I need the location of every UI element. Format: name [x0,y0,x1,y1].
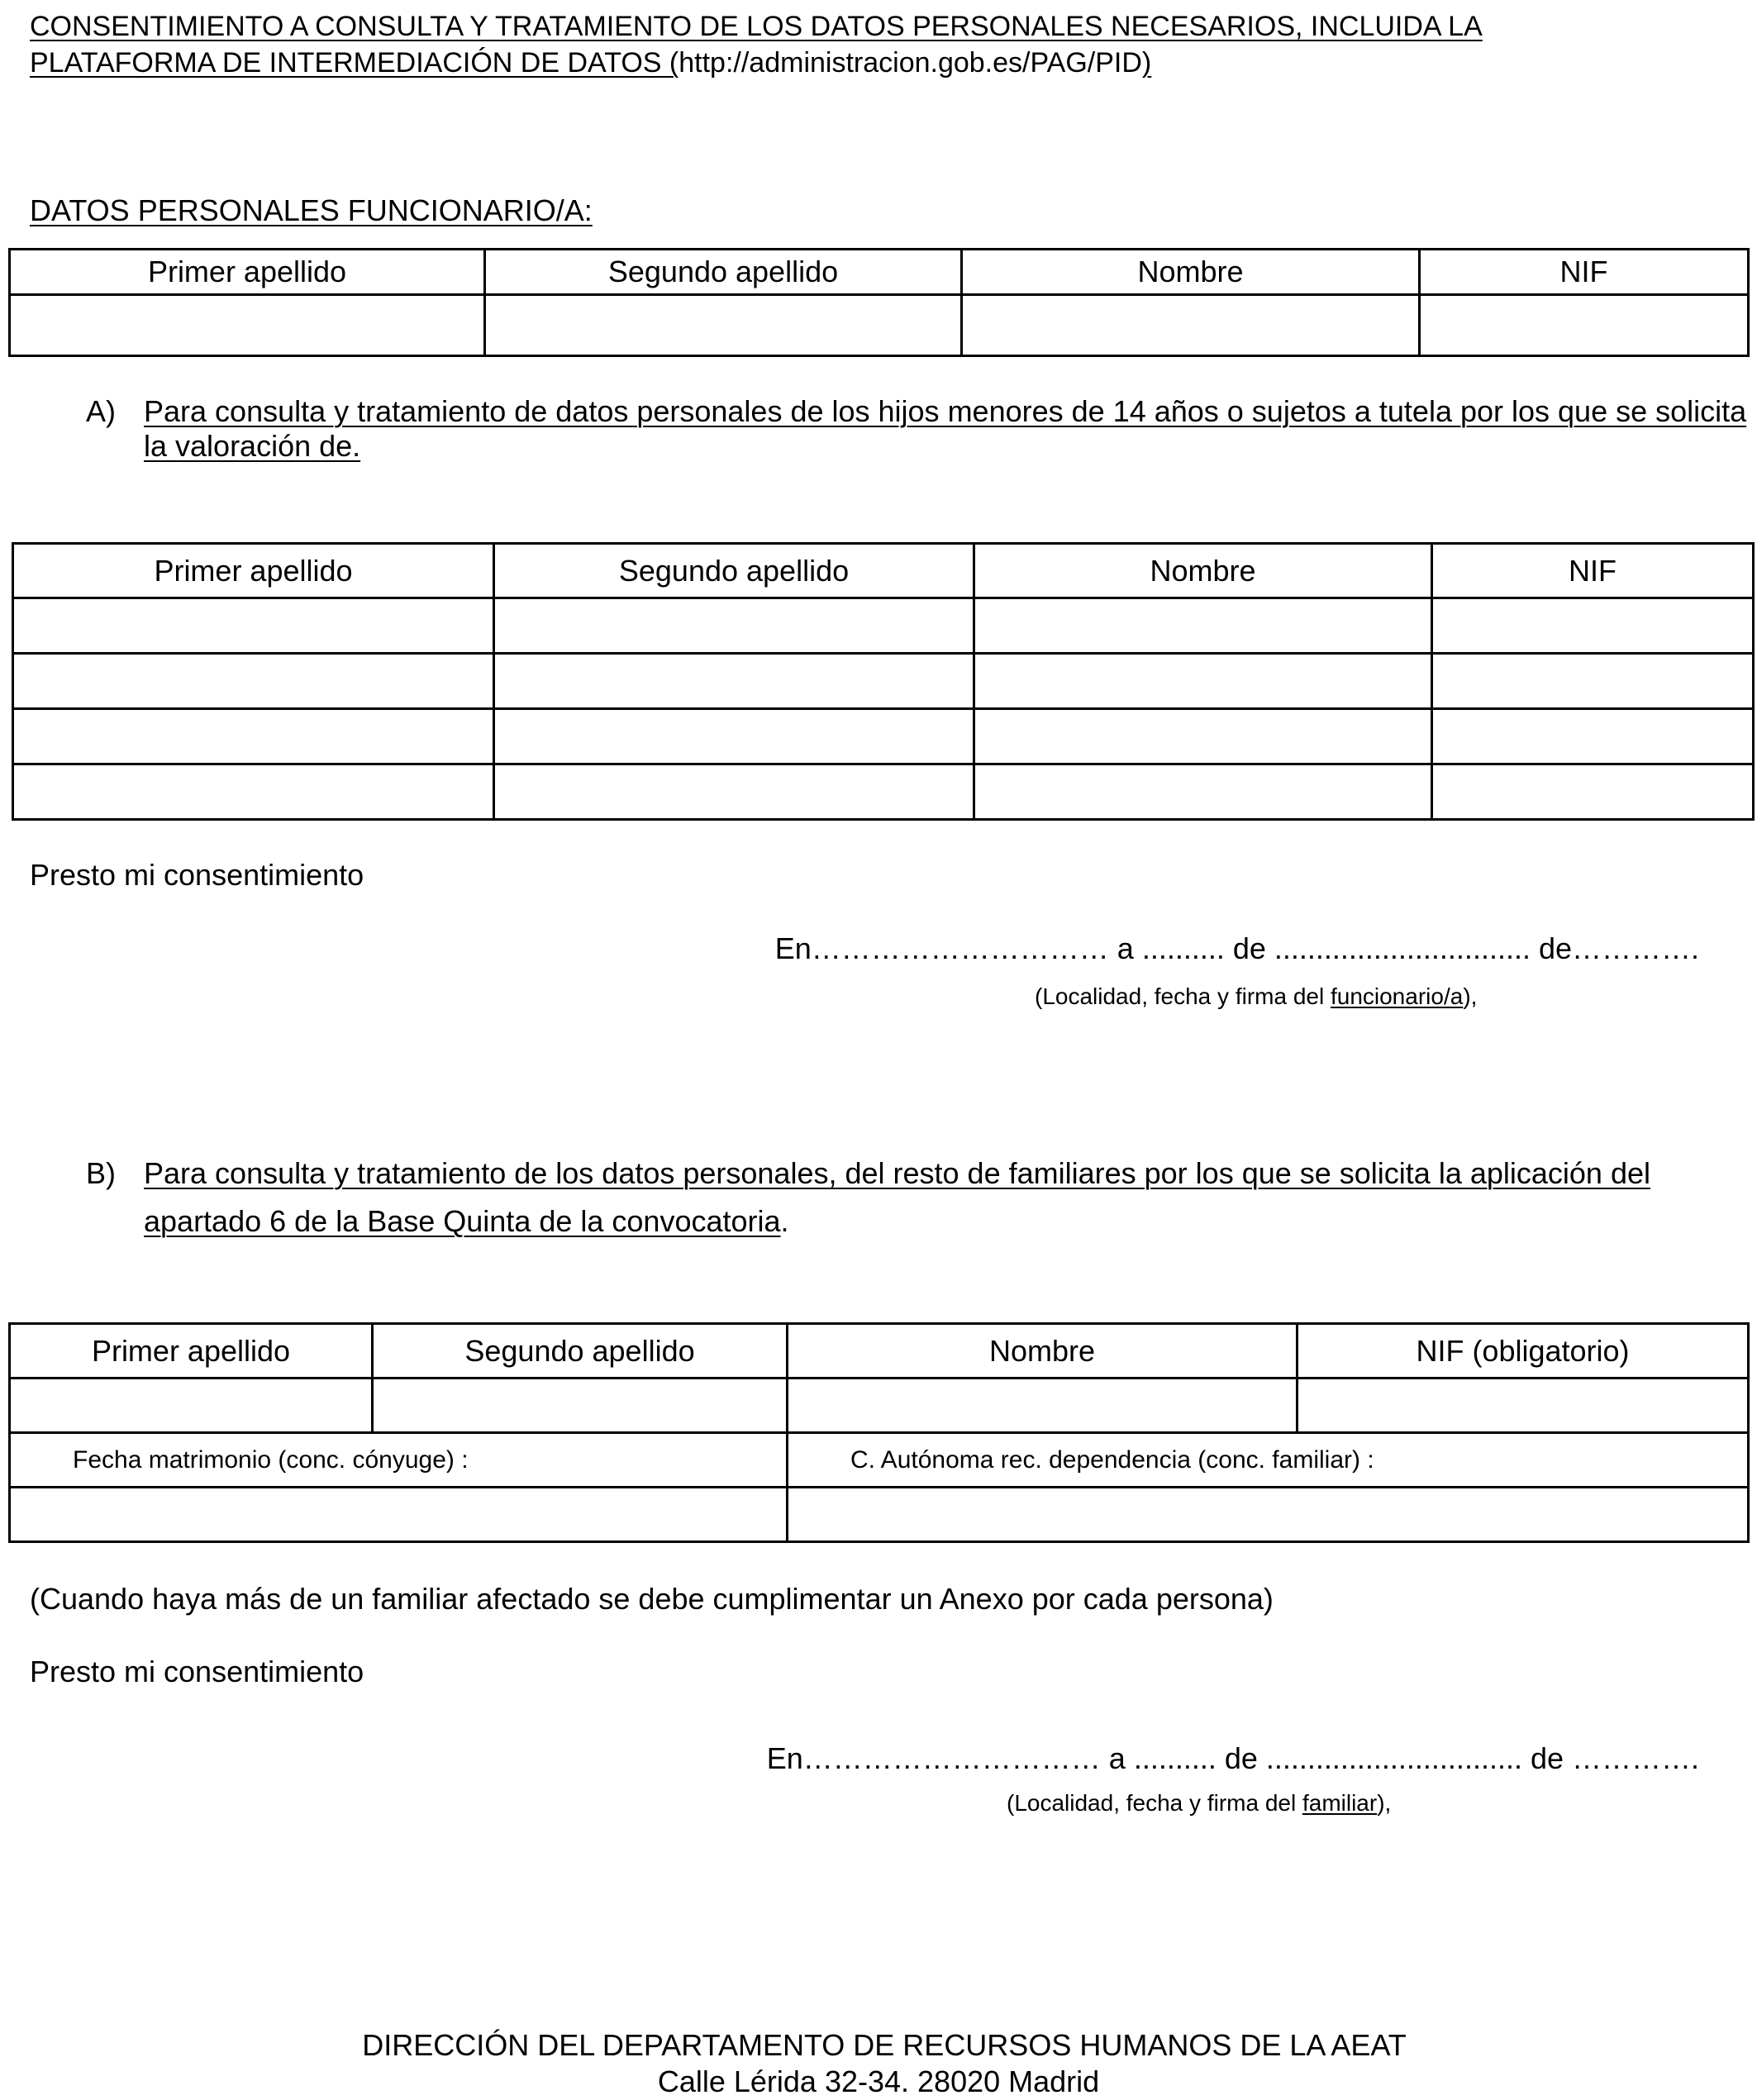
table-header-row [10,250,1749,295]
section-a-table [12,542,1755,821]
section-a-label: A) [86,394,116,428]
funcionario-nif-field[interactable] [1420,295,1749,356]
table-header-row [10,1324,1749,1379]
header-segundo-apellido: Segundo apellido [494,544,974,598]
header-nombre: Nombre [962,250,1420,295]
hijo-2-nif-field[interactable] [1432,654,1754,709]
table-row [10,1488,1749,1542]
hijo-3-segundo-apellido-field[interactable] [494,709,974,764]
table-header-row [13,544,1754,598]
header-nombre: Nombre [974,544,1432,598]
table-row [10,1433,1749,1488]
section-a-place-date-line: En………………………… a .......... de ............................... de…………. [774,931,1699,965]
title-line-2: PLATAFORMA DE INTERMEDIACIÓN DE DATOS (http://administracion.gob.es/PAG/PID) [30,47,1152,79]
section-a-signature-caption: (Localidad, fecha y firma del funcionario/a), [1035,983,1478,1009]
familiar-nif-field[interactable] [1298,1379,1749,1433]
section-b-consent: Presto mi consentimiento [30,1655,364,1688]
header-segundo-apellido: Segundo apellido [373,1324,788,1379]
section-b-label: B) [86,1156,116,1190]
header-primer-apellido: Primer apellido [10,1324,373,1379]
footer-address: Calle Lérida 32-34. 28020 Madrid [657,2064,1100,2098]
hijo-3-primer-apellido-field[interactable] [13,709,494,764]
hijo-2-segundo-apellido-field[interactable] [494,654,974,709]
ccaa-dependencia-label: C. Autónoma rec. dependencia (conc. familiar) : [788,1433,1749,1488]
section-b-text: Para consulta y tratamiento de los datos personales, del resto de familiares por los que se solicita la aplicación del apartado 6 de la Base Quinta de la convocatoria. [144,1156,1650,1238]
table-row [13,764,1754,820]
section-b-table [8,1322,1750,1543]
funcionario-segundo-apellido-field[interactable] [485,295,962,356]
header-nif-obligatorio: NIF (obligatorio) [1298,1324,1749,1379]
section-b-note: (Cuando haya más de un familiar afectado se debe cumplimentar un Anexo por cada persona) [30,1582,1274,1616]
hijo-4-nombre-field[interactable] [974,764,1432,820]
header-primer-apellido: Primer apellido [13,544,494,598]
section-b-paragraph [86,1150,1747,1240]
familiar-segundo-apellido-field[interactable] [373,1379,788,1433]
table-row [13,598,1754,654]
funcionario-section-title: DATOS PERSONALES FUNCIONARIO/A: [30,193,593,227]
hijo-1-segundo-apellido-field[interactable] [494,598,974,654]
section-a-paragraph [86,394,1747,477]
hijo-4-segundo-apellido-field[interactable] [494,764,974,820]
header-nif: NIF [1420,250,1749,295]
header-nombre: Nombre [788,1324,1298,1379]
hijo-4-nif-field[interactable] [1432,764,1754,820]
ccaa-dependencia-field[interactable] [788,1488,1749,1542]
funcionario-nombre-field[interactable] [962,295,1420,356]
funcionario-primer-apellido-field[interactable] [10,295,485,356]
hijo-2-nombre-field[interactable] [974,654,1432,709]
section-b-place-date-line: En………………………… a .......... de ............................... de …………. [766,1741,1699,1775]
hijo-3-nombre-field[interactable] [974,709,1432,764]
familiar-nombre-field[interactable] [788,1379,1298,1433]
section-b-signature-caption: (Localidad, fecha y firma del familiar), [1007,1790,1392,1816]
document-title [30,8,1732,81]
table-row [13,709,1754,764]
hijo-3-nif-field[interactable] [1432,709,1754,764]
hijo-1-primer-apellido-field[interactable] [13,598,494,654]
familiar-primer-apellido-field[interactable] [10,1379,373,1433]
hijo-4-primer-apellido-field[interactable] [13,764,494,820]
funcionario-table [8,248,1750,357]
fecha-matrimonio-field[interactable] [10,1488,788,1542]
section-a-consent: Presto mi consentimiento [30,858,364,892]
title-line-1: CONSENTIMIENTO A CONSULTA Y TRATAMIENTO DE LOS DATOS PERSONALES NECESARIOS, INCLUIDA LA [30,11,1483,42]
hijo-2-primer-apellido-field[interactable] [13,654,494,709]
hijo-1-nombre-field[interactable] [974,598,1432,654]
footer [0,2027,1757,2100]
table-row [10,1379,1749,1433]
header-nif: NIF [1432,544,1754,598]
table-row [13,654,1754,709]
section-a-text: Para consulta y tratamiento de datos personales de los hijos menores de 14 años o sujetos a tutela por los que se solicita la valoración de. [144,394,1747,463]
pid-url: http://administracion.gob.es/PAG/PID [679,47,1142,79]
header-primer-apellido: Primer apellido [10,250,485,295]
hijo-1-nif-field[interactable] [1432,598,1754,654]
header-segundo-apellido: Segundo apellido [485,250,962,295]
footer-department: DIRECCIÓN DEL DEPARTAMENTO DE RECURSOS HUMANOS DE LA AEAT [362,2028,1407,2062]
fecha-matrimonio-label: Fecha matrimonio (conc. cónyuge) : [10,1433,788,1488]
table-row [10,295,1749,356]
